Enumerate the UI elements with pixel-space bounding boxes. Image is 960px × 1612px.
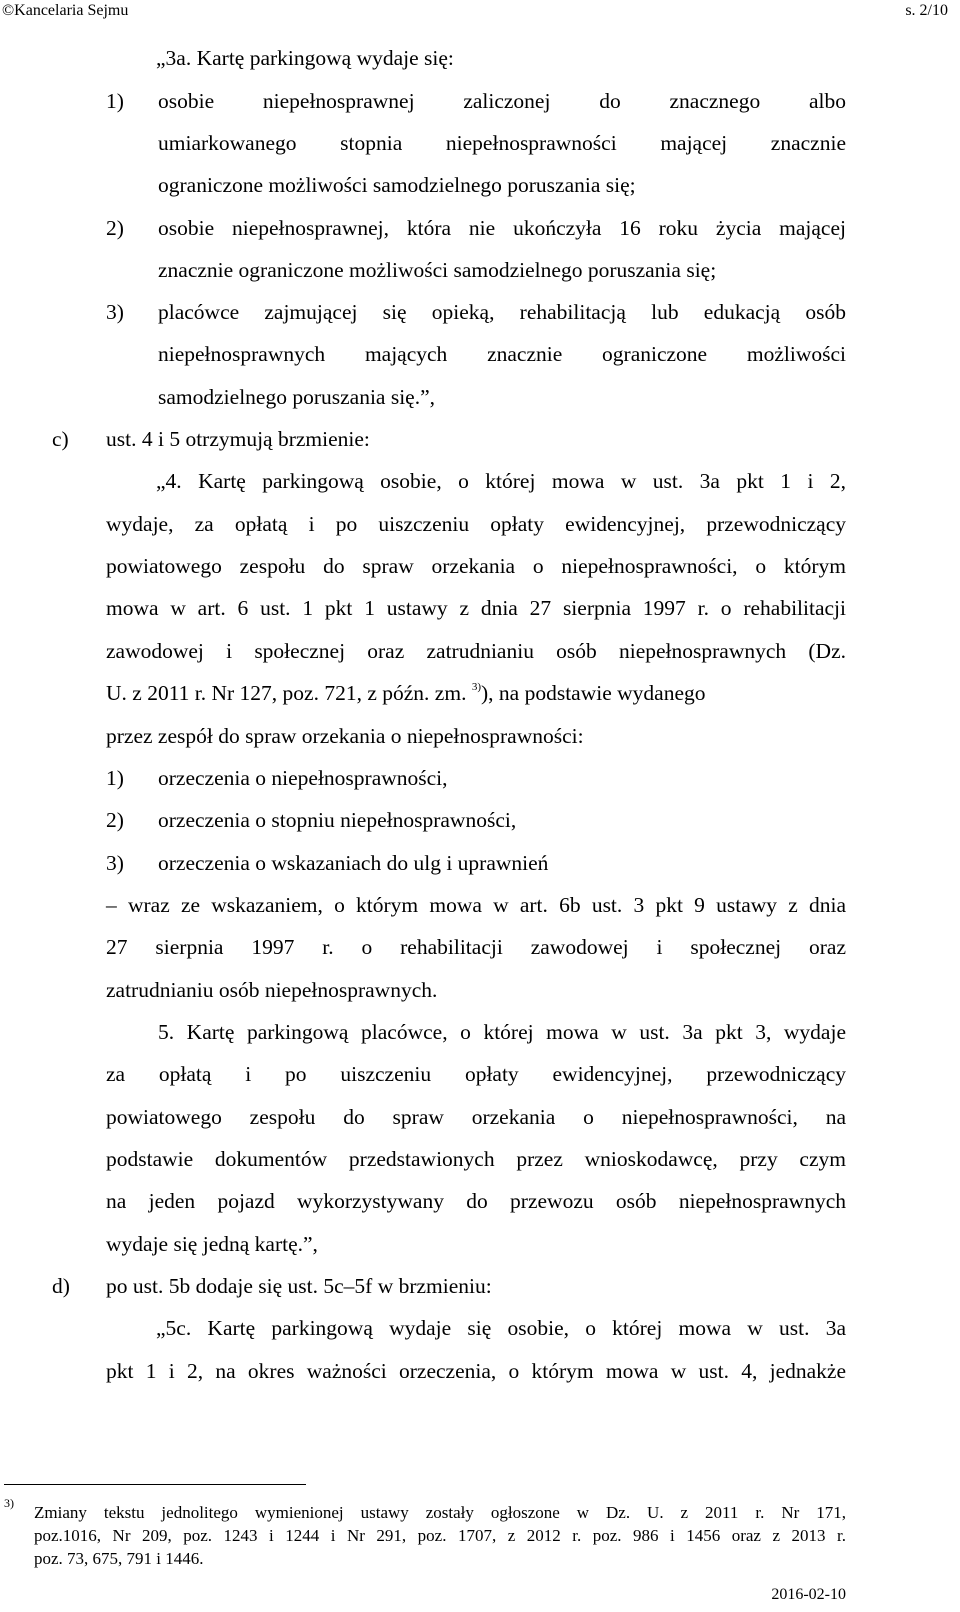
text-line: za opłatą i po uiszczeniu opłaty ewidencyjnej, przewodniczący <box>106 1062 846 1086</box>
text-line: „3a. Kartę parkingową wydaje się: <box>156 46 454 70</box>
footnote-line: Zmiany tekstu jednolitego wymienionej ustawy zostały ogłoszone w Dz. U. z 2011 r. Nr 171, <box>34 1503 846 1522</box>
list-marker: c) <box>52 427 69 451</box>
list-marker: 2) <box>106 808 124 832</box>
text-line: na jeden pojazd wykorzystywany do przewozu osób niepełnosprawnych <box>106 1189 846 1213</box>
text-line: umiarkowanego stopnia niepełnosprawności mającej znacznie <box>158 131 846 155</box>
text-line: – wraz ze wskazaniem, o którym mowa w art. 6b ust. 3 pkt 9 ustawy z dnia <box>106 893 846 917</box>
text-line: orzeczenia o niepełnosprawności, <box>158 766 448 790</box>
text-line: powiatowego zespołu do spraw orzekania o niepełnosprawności, na <box>106 1105 846 1129</box>
header-source: ©Kancelaria Sejmu <box>2 2 129 19</box>
text-line: ust. 4 i 5 otrzymują brzmienie: <box>106 427 370 451</box>
text-line: pkt 1 i 2, na okres ważności orzeczenia, o którym mowa w ust. 4, jednakże <box>106 1359 846 1383</box>
text-line: przez zespół do spraw orzekania o niepełnosprawności: <box>106 724 584 748</box>
footnote-reference[interactable]: 3) <box>471 681 481 693</box>
text-line: zawodowej i społecznej oraz zatrudnianiu osób niepełnosprawnych (Dz. <box>106 639 846 663</box>
text-fragment: ), na podstawie wydanego <box>481 681 706 705</box>
text-line: 27 sierpnia 1997 r. o rehabilitacji zawodowej i społecznej oraz <box>106 935 846 959</box>
text-line: osobie niepełnosprawnej zaliczonej do znacznego albo <box>158 89 846 113</box>
text-line: orzeczenia o wskazaniach do ulg i uprawnień <box>158 851 549 875</box>
text-line: „5c. Kartę parkingową wydaje się osobie, o której mowa w ust. 3a <box>156 1316 846 1340</box>
document-date: 2016-02-10 <box>771 1586 846 1603</box>
text-line: niepełnosprawnych mających znacznie ograniczone możliwości <box>158 342 846 366</box>
text-line: znacznie ograniczone możliwości samodzielnego poruszania się; <box>158 258 717 282</box>
text-line: „4. Kartę parkingową osobie, o której mowa w ust. 3a pkt 1 i 2, <box>156 469 846 493</box>
text-line: samodzielnego poruszania się.”, <box>158 385 436 409</box>
text-line: wydaje, za opłatą i po uiszczeniu opłaty ewidencyjnej, przewodniczący <box>106 512 846 536</box>
text-line: podstawie dokumentów przedstawionych przez wnioskodawcę, przy czym <box>106 1147 846 1171</box>
text-line: wydaje się jedną kartę.”, <box>106 1232 318 1256</box>
list-marker: 2) <box>106 216 124 240</box>
list-marker: 1) <box>106 766 124 790</box>
list-marker: 3) <box>106 300 124 324</box>
text-line: zatrudnianiu osób niepełnosprawnych. <box>106 978 438 1002</box>
footnote-separator <box>4 1484 306 1485</box>
text-line: osobie niepełnosprawnej, która nie ukończyła 16 roku życia mającej <box>158 216 846 240</box>
list-marker: d) <box>52 1274 70 1298</box>
text-line: powiatowego zespołu do spraw orzekania o niepełnosprawności, o którym <box>106 554 846 578</box>
footnote-marker: 3) <box>4 1496 14 1510</box>
footnote-line: poz.1016, Nr 209, poz. 1243 i 1244 i Nr 291, poz. 1707, z 2012 r. poz. 986 i 1456 oraz z 2013 r. <box>34 1526 846 1545</box>
text-line <box>106 679 706 707</box>
text-line: placówce zajmującej się opieką, rehabilitacją lub edukacją osób <box>158 300 846 324</box>
text-line: mowa w art. 6 ust. 1 pkt 1 ustawy z dnia 27 sierpnia 1997 r. o rehabilitacji <box>106 596 846 620</box>
list-marker: 3) <box>106 851 124 875</box>
header-page-number: s. 2/10 <box>905 2 948 19</box>
footnote-line: poz. 73, 675, 791 i 1446. <box>34 1549 204 1568</box>
text-line: 5. Kartę parkingową placówce, o której mowa w ust. 3a pkt 3, wydaje <box>158 1020 846 1044</box>
text-fragment: U. z 2011 r. Nr 127, poz. 721, z późn. zm. <box>106 681 467 705</box>
text-line: ograniczone możliwości samodzielnego poruszania się; <box>158 173 636 197</box>
text-line: orzeczenia o stopniu niepełnosprawności, <box>158 808 517 832</box>
text-line: po ust. 5b dodaje się ust. 5c–5f w brzmieniu: <box>106 1274 492 1298</box>
list-marker: 1) <box>106 89 124 113</box>
